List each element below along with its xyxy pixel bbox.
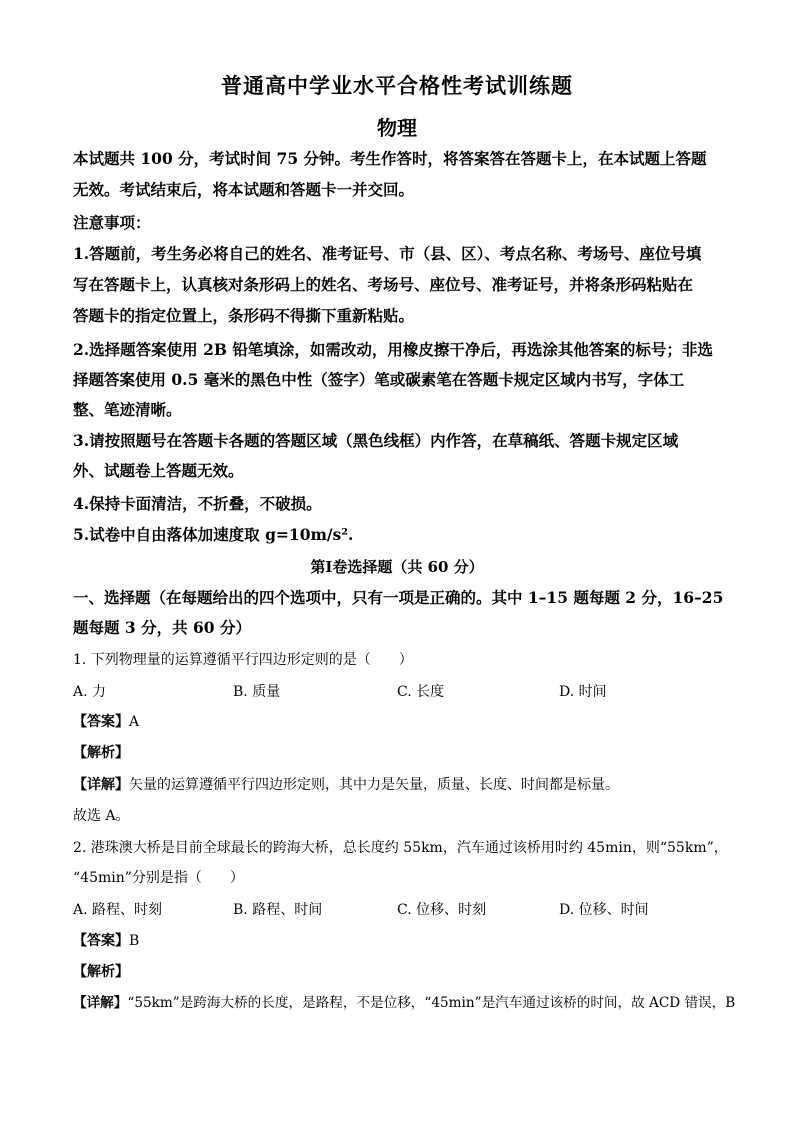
question-2-analysis-tag: 【解析】 bbox=[73, 964, 129, 980]
notes-line: 整、笔迹清晰。 bbox=[73, 400, 182, 419]
option-d: D. 位移、时间 bbox=[559, 902, 649, 918]
section-intro-line: 题每题 3 分，共 60 分） bbox=[73, 618, 251, 637]
notes-line: 1.答题前，考生务必将自己的姓名、准考证号、市（县、区）、考点名称、考场号、座位号填 bbox=[73, 244, 702, 263]
question-1-detail bbox=[73, 775, 733, 795]
question-2-stem: “45min”分别是指（ ） bbox=[73, 870, 244, 886]
notes-line: 2.选择题答案使用 2B 铅笔填涂，如需改动，用橡皮擦干净后，再选涂其他答案的标号；非选 bbox=[73, 340, 713, 359]
option-c: C. 长度 bbox=[397, 684, 445, 700]
question-2-detail bbox=[73, 993, 736, 1013]
section-intro-line: 一、选择题（在每题给出的四个选项中，只有一项是正确的。其中 1–15 题每题 2 分，16–25 bbox=[73, 588, 724, 607]
option-b: B. 质量 bbox=[233, 684, 281, 700]
section-heading: 第Ⅰ卷选择题（共 60 分） bbox=[310, 558, 484, 576]
answer-tag: 【答案】 bbox=[73, 714, 129, 730]
question-1-stem: 1. 下列物理量的运算遵循平行四边形定则的是（ ） bbox=[73, 652, 413, 668]
answer-value: B bbox=[129, 933, 140, 949]
question-1-answer bbox=[73, 712, 733, 732]
question-1-analysis-tag: 【解析】 bbox=[73, 745, 129, 761]
option-c: C. 位移、时刻 bbox=[397, 902, 487, 918]
detail-tag: 【详解】 bbox=[73, 995, 128, 1011]
notes-line: 择题答案使用 0.5 毫米的黑色中性（签字）笔或碳素笔在答题卡规定区域内书写，字体工 bbox=[73, 370, 685, 389]
question-2-stem: 2. 港珠澳大桥是目前全球最长的跨海大桥，总长度约 55km，汽车通过该桥用时约 45min，则“55km”， bbox=[73, 840, 728, 856]
notes-heading: 注意事项： bbox=[73, 213, 151, 232]
question-1-options bbox=[73, 681, 733, 701]
question-1-conclusion: 故选 A。 bbox=[73, 808, 130, 824]
intro-line: 本试题共 100 分，考试时间 75 分钟。考生作答时，将答案答在答题卡上，在本试题上答题 bbox=[73, 149, 707, 168]
intro-line: 无效。考试结束后，将本试题和答题卡一并交回。 bbox=[73, 180, 415, 199]
option-b: B. 路程、时间 bbox=[233, 902, 323, 918]
question-2-answer bbox=[73, 931, 733, 951]
notes-line: 答题卡的指定位置上，条形码不得撕下重新粘贴。 bbox=[73, 306, 415, 325]
notes-line: 外、试题卷上答题无效。 bbox=[73, 461, 244, 480]
detail-text: 矢量的运算遵循平行四边形定则，其中力是矢量，质量、长度、时间都是标量。 bbox=[129, 777, 619, 793]
option-d: D. 时间 bbox=[559, 684, 607, 700]
question-2-options bbox=[73, 899, 733, 919]
exam-title: 普通高中学业水平合格性考试训练题 bbox=[221, 73, 573, 98]
option-a: A. 路程、时刻 bbox=[73, 902, 163, 918]
notes-line: 5.试卷中自由落体加速度取 g=10m/s². bbox=[73, 525, 354, 544]
detail-text: “55km”是跨海大桥的长度，是路程，不是位移，“45min”是汽车通过该桥的时间，故 ACD 错误，B bbox=[127, 995, 736, 1011]
notes-line: 写在答题卡上，认真核对条形码上的姓名、考场号、座位号、准考证号，并将条形码粘贴在 bbox=[73, 275, 694, 294]
notes-line: 3.请按照题号在答题卡各题的答题区域（黑色线框）内作答，在草稿纸、答题卡规定区域 bbox=[73, 431, 679, 450]
exam-subject: 物理 bbox=[377, 116, 417, 140]
option-a: A. 力 bbox=[73, 684, 107, 700]
notes-line: 4.保持卡面清洁，不折叠，不破损。 bbox=[73, 494, 322, 513]
detail-tag: 【详解】 bbox=[73, 777, 129, 793]
answer-tag: 【答案】 bbox=[73, 933, 129, 949]
answer-value: A bbox=[129, 714, 140, 730]
